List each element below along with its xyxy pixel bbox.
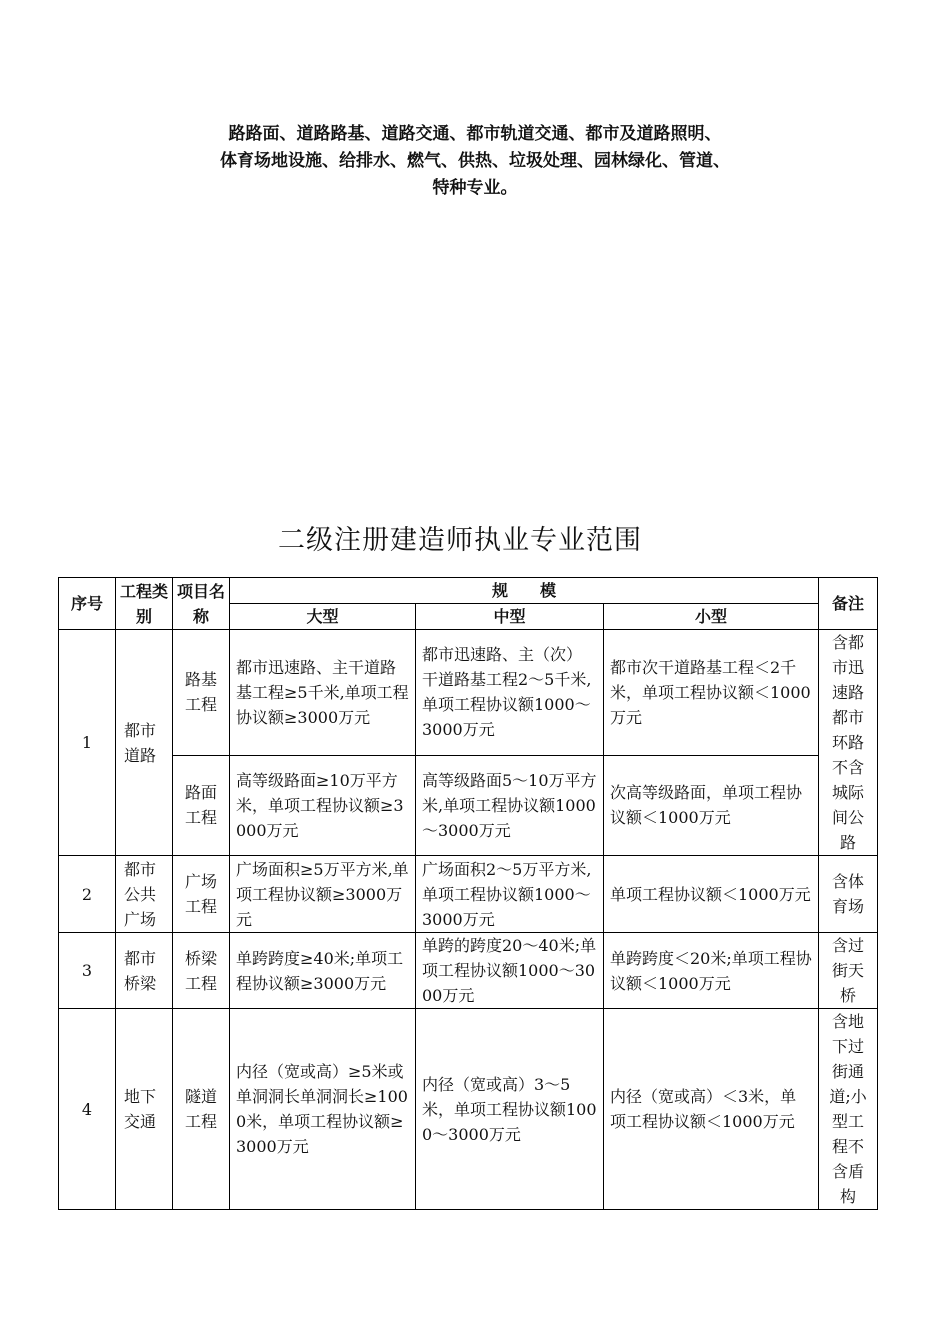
cell-medium: 高等级路面5～10万平方米,单项工程协议额1000～3000万元 — [416, 755, 604, 855]
cell-large: 单跨跨度≥40米;单项工程协议额≥3000万元 — [230, 933, 416, 1009]
header-remarks: 备注 — [819, 578, 878, 630]
cell-category: 地下交通 — [116, 1009, 173, 1210]
cell-seq: 1 — [59, 630, 116, 856]
cell-category: 都市公共广场 — [116, 856, 173, 933]
cell-remark: 含体育场 — [819, 856, 878, 933]
cell-seq: 4 — [59, 1009, 116, 1210]
cell-project: 隧道工程 — [173, 1009, 230, 1210]
cell-large: 都市迅速路、主干道路基工程≥5千米,单项工程协议额≥3000万元 — [230, 630, 416, 756]
scope-table — [58, 577, 878, 1210]
cell-small: 次高等级路面，单项工程协议额＜1000万元 — [604, 755, 819, 855]
intro-line: 特种专业。 — [432, 178, 518, 198]
cell-medium: 单跨的跨度20～40米;单项工程协议额1000～3000万元 — [416, 933, 604, 1009]
intro-line: 体育场地设施、给排水、燃气、供热、垃圾处理、园林绿化、管道、 — [220, 151, 730, 171]
table-row — [59, 933, 878, 1009]
cell-large: 内径（宽或高）≥5米或单洞洞长单洞洞长≥1000米，单项工程协议额≥3000万元 — [230, 1009, 416, 1210]
header-category: 工程类别 — [116, 578, 173, 630]
cell-project: 路基工程 — [173, 630, 230, 756]
cell-project: 路面工程 — [173, 755, 230, 855]
header-row — [59, 578, 878, 604]
intro-line: 路路面、道路路基、道路交通、都市轨道交通、都市及道路照明、 — [228, 124, 722, 144]
cell-small: 单项工程协议额＜1000万元 — [604, 856, 819, 933]
cell-medium: 广场面积2～5万平方米,单项工程协议额1000～3000万元 — [416, 856, 604, 933]
cell-small: 内径（宽或高）＜3米，单项工程协议额＜1000万元 — [604, 1009, 819, 1210]
cell-project: 广场工程 — [173, 856, 230, 933]
cell-seq: 2 — [59, 856, 116, 933]
cell-remark: 含地下过街通道;小型工程不含盾构 — [819, 1009, 878, 1210]
header-seq: 序号 — [59, 578, 116, 630]
cell-small: 都市次干道路基工程＜2千米，单项工程协议额＜1000万元 — [604, 630, 819, 756]
header-scale: 规 模 — [230, 578, 819, 604]
cell-medium: 都市迅速路、主（次）干道路基工程2～5千米,单项工程协议额1000～3000万元 — [416, 630, 604, 756]
cell-large: 高等级路面≥10万平方米，单项工程协议额≥3000万元 — [230, 755, 416, 855]
table-row — [59, 1009, 878, 1210]
cell-small: 单跨跨度＜20米;单项工程协议额＜1000万元 — [604, 933, 819, 1009]
table-row — [59, 755, 878, 855]
header-small: 小型 — [604, 604, 819, 630]
cell-category: 都市桥梁 — [116, 933, 173, 1009]
cell-remark: 含都市迅速路都市环路不含城际间公路 — [819, 630, 878, 856]
header-medium: 中型 — [416, 604, 604, 630]
cell-project: 桥梁工程 — [173, 933, 230, 1009]
header-large: 大型 — [230, 604, 416, 630]
cell-remark: 含过街天桥 — [819, 933, 878, 1009]
cell-large: 广场面积≥5万平方米,单项工程协议额≥3000万元 — [230, 856, 416, 933]
cell-seq: 3 — [59, 933, 116, 1009]
page-title: 二级注册建造师执业专业范围 — [278, 525, 642, 556]
cell-category: 都市道路 — [116, 630, 173, 856]
cell-medium: 内径（宽或高）3～5米，单项工程协议额1000～3000万元 — [416, 1009, 604, 1210]
intro-paragraph — [100, 121, 850, 202]
header-project: 项目名称 — [173, 578, 230, 630]
table-row — [59, 630, 878, 756]
table-row — [59, 856, 878, 933]
